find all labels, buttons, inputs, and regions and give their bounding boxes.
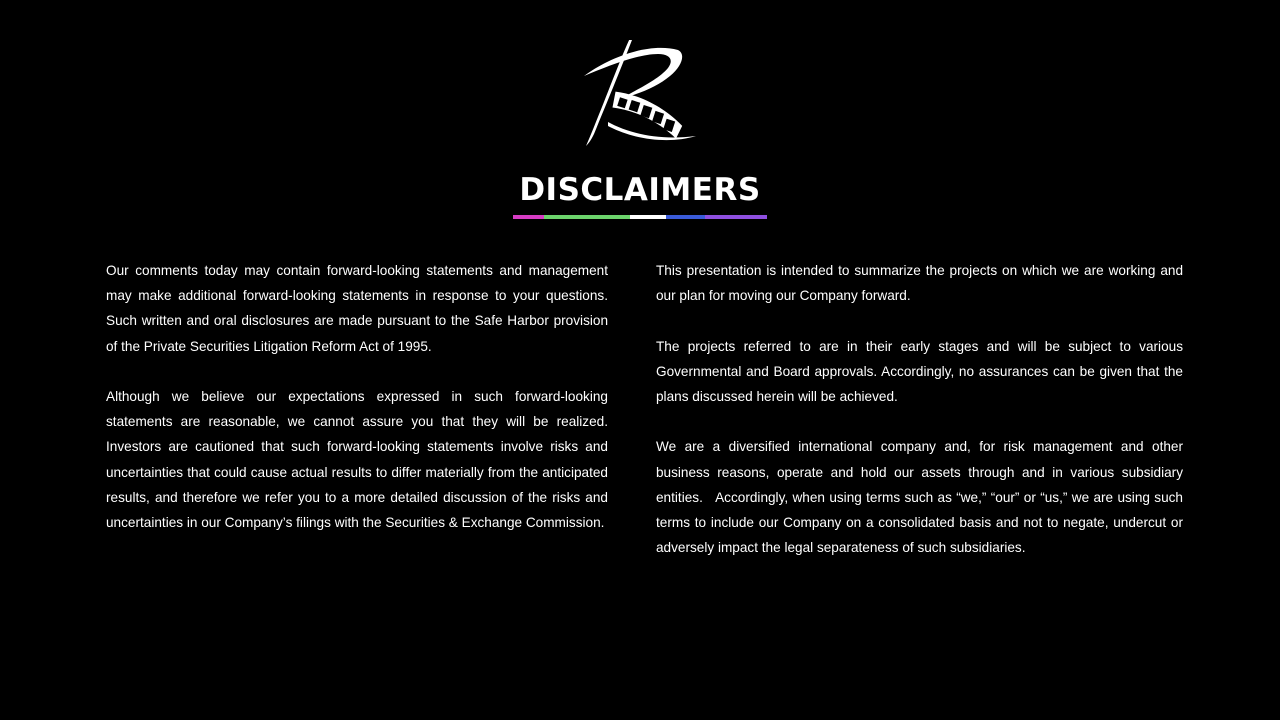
- left-paragraph-1: Our comments today may contain forward-looking statements and management may make additional forward-looking statements in response to your questions. Such written and oral disclosures are made pursuant to the Safe Harbor provision of the Private Securities Litigation Reform Act of 1995.: [106, 263, 608, 354]
- right-paragraph-2: The projects referred to are in their early stages and will be subject to various Governmental and Board approvals. Accordingly, no assurances can be given that the plans discussed herein will be achieved.: [656, 338, 1183, 404]
- title-underline-bar: [513, 215, 767, 219]
- bar-segment-white: [630, 215, 666, 219]
- right-column: [656, 258, 1187, 586]
- page-title: DISCLAIMERS: [519, 172, 761, 208]
- bar-segment-blue: [666, 215, 705, 219]
- bar-segment-purple: [705, 215, 767, 219]
- bar-segment-magenta: [513, 215, 544, 219]
- left-column: [106, 258, 608, 560]
- left-paragraph-2: Although we believe our expectations expressed in such forward-looking statements are reasonable, we cannot assure you that they will be realized. Investors are cautioned that such forward-looking statements involve risks and uncertainties that could cause actual results to differ materially from the anticipated results, and therefore we refer you to a more detailed discussion of the risks and uncertainties in our Company’s filings with the Securities & Exchange Commission.: [106, 389, 608, 531]
- right-paragraph-1: This presentation is intended to summarize the projects on which we are working and our plan for moving our Company forward.: [656, 263, 1183, 304]
- bar-segment-green: [544, 215, 630, 219]
- film-reel-r-logo-icon: [578, 40, 702, 146]
- right-paragraph-3: We are a diversified international company and, for risk management and other business reasons, operate and hold our assets through and in various subsidiary entities. Accordingly, when using terms such as “we,” “our” or “us,” we are using such terms to include our Company on a consolidated basis and not to negate, undercut or adversely impact the legal separateness of such subsidiaries.: [656, 439, 1187, 556]
